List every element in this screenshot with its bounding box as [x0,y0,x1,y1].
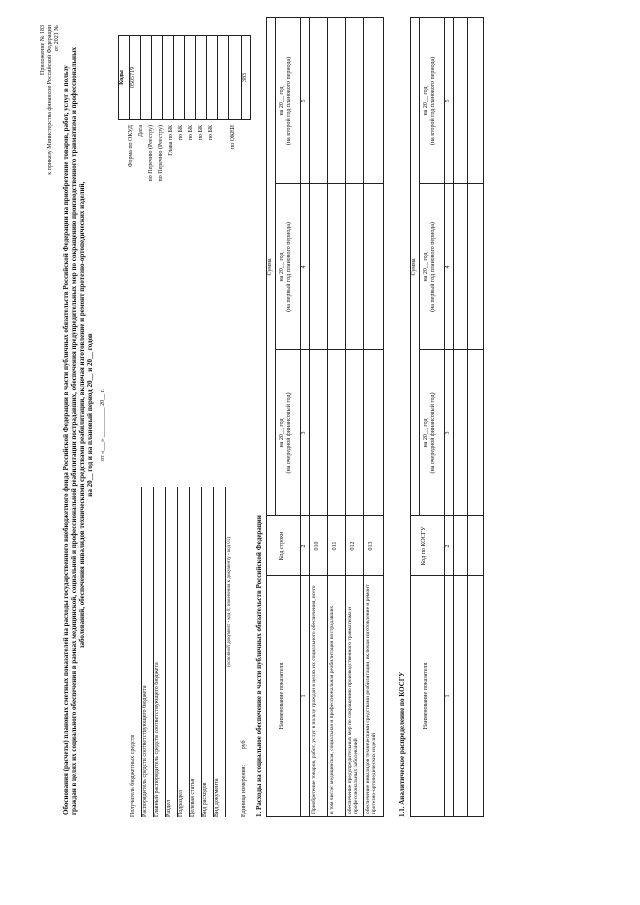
unit-value: руб [241,740,247,750]
code-cell-bk3 [196,36,207,119]
code-cell-date [141,36,152,119]
appendix-number: Приложение № 183 [40,25,46,75]
date-line: от «___» __________ 20__ г. [100,389,106,461]
title-line: граждан в целях их социального обеспечения в рамках медицинской, социальной и профессиональной реабилитации пострадавших, обеспечения предупредительных мер по сокращению производственного травматизма и профессиональных [70,46,78,815]
code-label-bk1: Глава по БК [168,125,174,156]
code-cell-bk4 [207,36,218,119]
label-doc-type: Вид документа [214,487,226,817]
code-label-okud: Форма по ОКУД [128,125,134,168]
s1-row-name: обеспечение предупредительных мер по сокращению производственного травматизма и профессиональных заболеваний [347,607,359,814]
s11-col-name: Наименование показателя [423,662,429,730]
s1-col-y2 [279,184,293,350]
label-expense-type: Вид расходов [202,487,214,817]
s11-col-y3-label: на 20__ год [423,86,429,116]
s1-col-y2-sub: (на первый год планового периода) [286,222,292,312]
s1-row-code: 011 [332,541,338,551]
code-cell-reestr2 [163,36,174,119]
s1-row-code: 013 [368,541,374,551]
label-target-article: Целевая статья [190,487,202,817]
title-line: заболеваний, обеспечения инвалидов техническими средствами реабилитации, включая изготовление и ремонт протезно-ортопедических изделий, [78,181,86,649]
s11-col-y1-sub: (на очередной финансовый год) [430,392,436,474]
codes-header: Коды [119,36,130,119]
s1-col-sum: Сумма [267,258,273,276]
s1-col-y3 [279,18,293,184]
s11-col-y2-label: на 20__ год [423,252,429,282]
s1-num-3: 3 [301,431,307,435]
s1-row-name: обеспечение инвалидов техническими средствами реабилитации, включая изготовление и ремонт протезно-ортопедических изделий [365,584,377,814]
title-line: на 20__ год и на плановый период 20__ и 20__ годов [86,333,94,497]
code-label-bk3: по БК [188,125,194,141]
code-cell-bk1 [174,36,185,119]
s1-col-y1-sub: (на очередной финансовый год) [286,392,292,474]
codes-box [118,35,251,120]
code-label-okei: по ОКЕИ [230,125,236,150]
code-okud: 0505719 [130,36,141,119]
code-label-bk4: по БК [198,125,204,141]
s11-num-4: 4 [445,265,451,269]
s1-num-1: 1 [301,694,307,698]
unit-row [241,487,248,817]
s11-col-y2 [423,184,437,350]
code-label-bk5: по БК [208,125,214,141]
s1-row-name: в том числе: медицинская, социальная и профессиональная реабилитация пострадавших [329,605,335,814]
form-title [62,15,94,815]
s11-num-5: 5 [445,99,451,103]
appendix-order-date: от 2021 № [54,25,60,52]
s11-num-2: 2 [445,544,451,548]
s1-col-y1-label: на 20__ год [279,418,285,448]
s11-col-code: Код по КОСГУ [421,526,427,566]
code-label-bk2: по БК [178,125,184,141]
s11-col-y1-label: на 20__ год [423,418,429,448]
title-line: Обоснования (расчеты) плановых сметных показателей на расходы государственного внебюджетного фонда Российской Федерации в части публичных обязательств Российской Федерации на приобретение товаров, работ, услуг в пользу [62,65,70,815]
code-cell-bk5 [218,36,229,119]
s1-row-code: 010 [314,541,320,551]
unit-label: Единица измерения: [241,764,247,817]
s1-num-5: 5 [301,99,307,103]
s1-col-y3-sub: (на второй год планового периода) [286,56,292,146]
section1-table [266,17,384,817]
s11-col-y3-sub: (на второй год планового периода) [430,56,436,146]
code-cell-reestr1 [152,36,163,119]
s11-col-y2-sub: (на первый год планового периода) [430,222,436,312]
code-cell-bk2 [185,36,196,119]
code-label-date: Дата [138,125,144,137]
code-label-reestr1: по Перечню (Реестру) [148,125,154,182]
s1-col-y3-label: на 20__ год [279,86,285,116]
code-label-reestr2: по Перечню (Реестру) [158,125,164,182]
code-okei: 383 [242,73,248,82]
s1-col-name: Наименование показателя [279,662,285,730]
s11-col-sum: Сумма [411,258,417,276]
appendix-header [40,25,61,205]
form-labels [130,487,248,817]
doc-type-hint: (основной документ - код 0; изменения к документу - код 01) [227,537,232,667]
label-distributor: Распорядитель средств соответствующего бюджета [142,487,154,817]
s11-num-3: 3 [445,431,451,435]
label-main-distributor: Главный распорядитель средств соответствующего бюджета [154,487,166,817]
appendix-ministry: к приказу Министерства финансов Российской Федерации [47,25,53,175]
s11-col-y1 [423,350,437,516]
s1-col-code: Код строки [279,531,285,561]
label-section: Раздел [166,487,178,817]
s11-col-y3 [423,18,437,184]
s1-num-2: 2 [301,544,307,548]
code-cell-spacer [229,36,242,119]
section11-table [410,17,484,817]
s1-row-name: Приобретение товаров, работ, услуг в пользу граждан в целях их социального обеспечения, всего [311,585,317,814]
section1-title: 1. Расходы на социальное обеспечение в части публичных обязательств Российской Федерации [255,515,263,817]
label-recipient: Получатель бюджетных средств [130,487,142,817]
section11-title: 1.1. Аналитическое распределение по КОСГУ [398,671,406,817]
s1-col-y2-label: на 20__ год [279,252,285,282]
label-subsection: Подраздел [178,487,190,817]
s11-num-1: 1 [445,694,451,698]
s1-col-y1 [279,350,293,516]
codes-labels [118,125,240,205]
s1-row-code: 012 [350,541,356,551]
s1-num-4: 4 [301,265,307,269]
